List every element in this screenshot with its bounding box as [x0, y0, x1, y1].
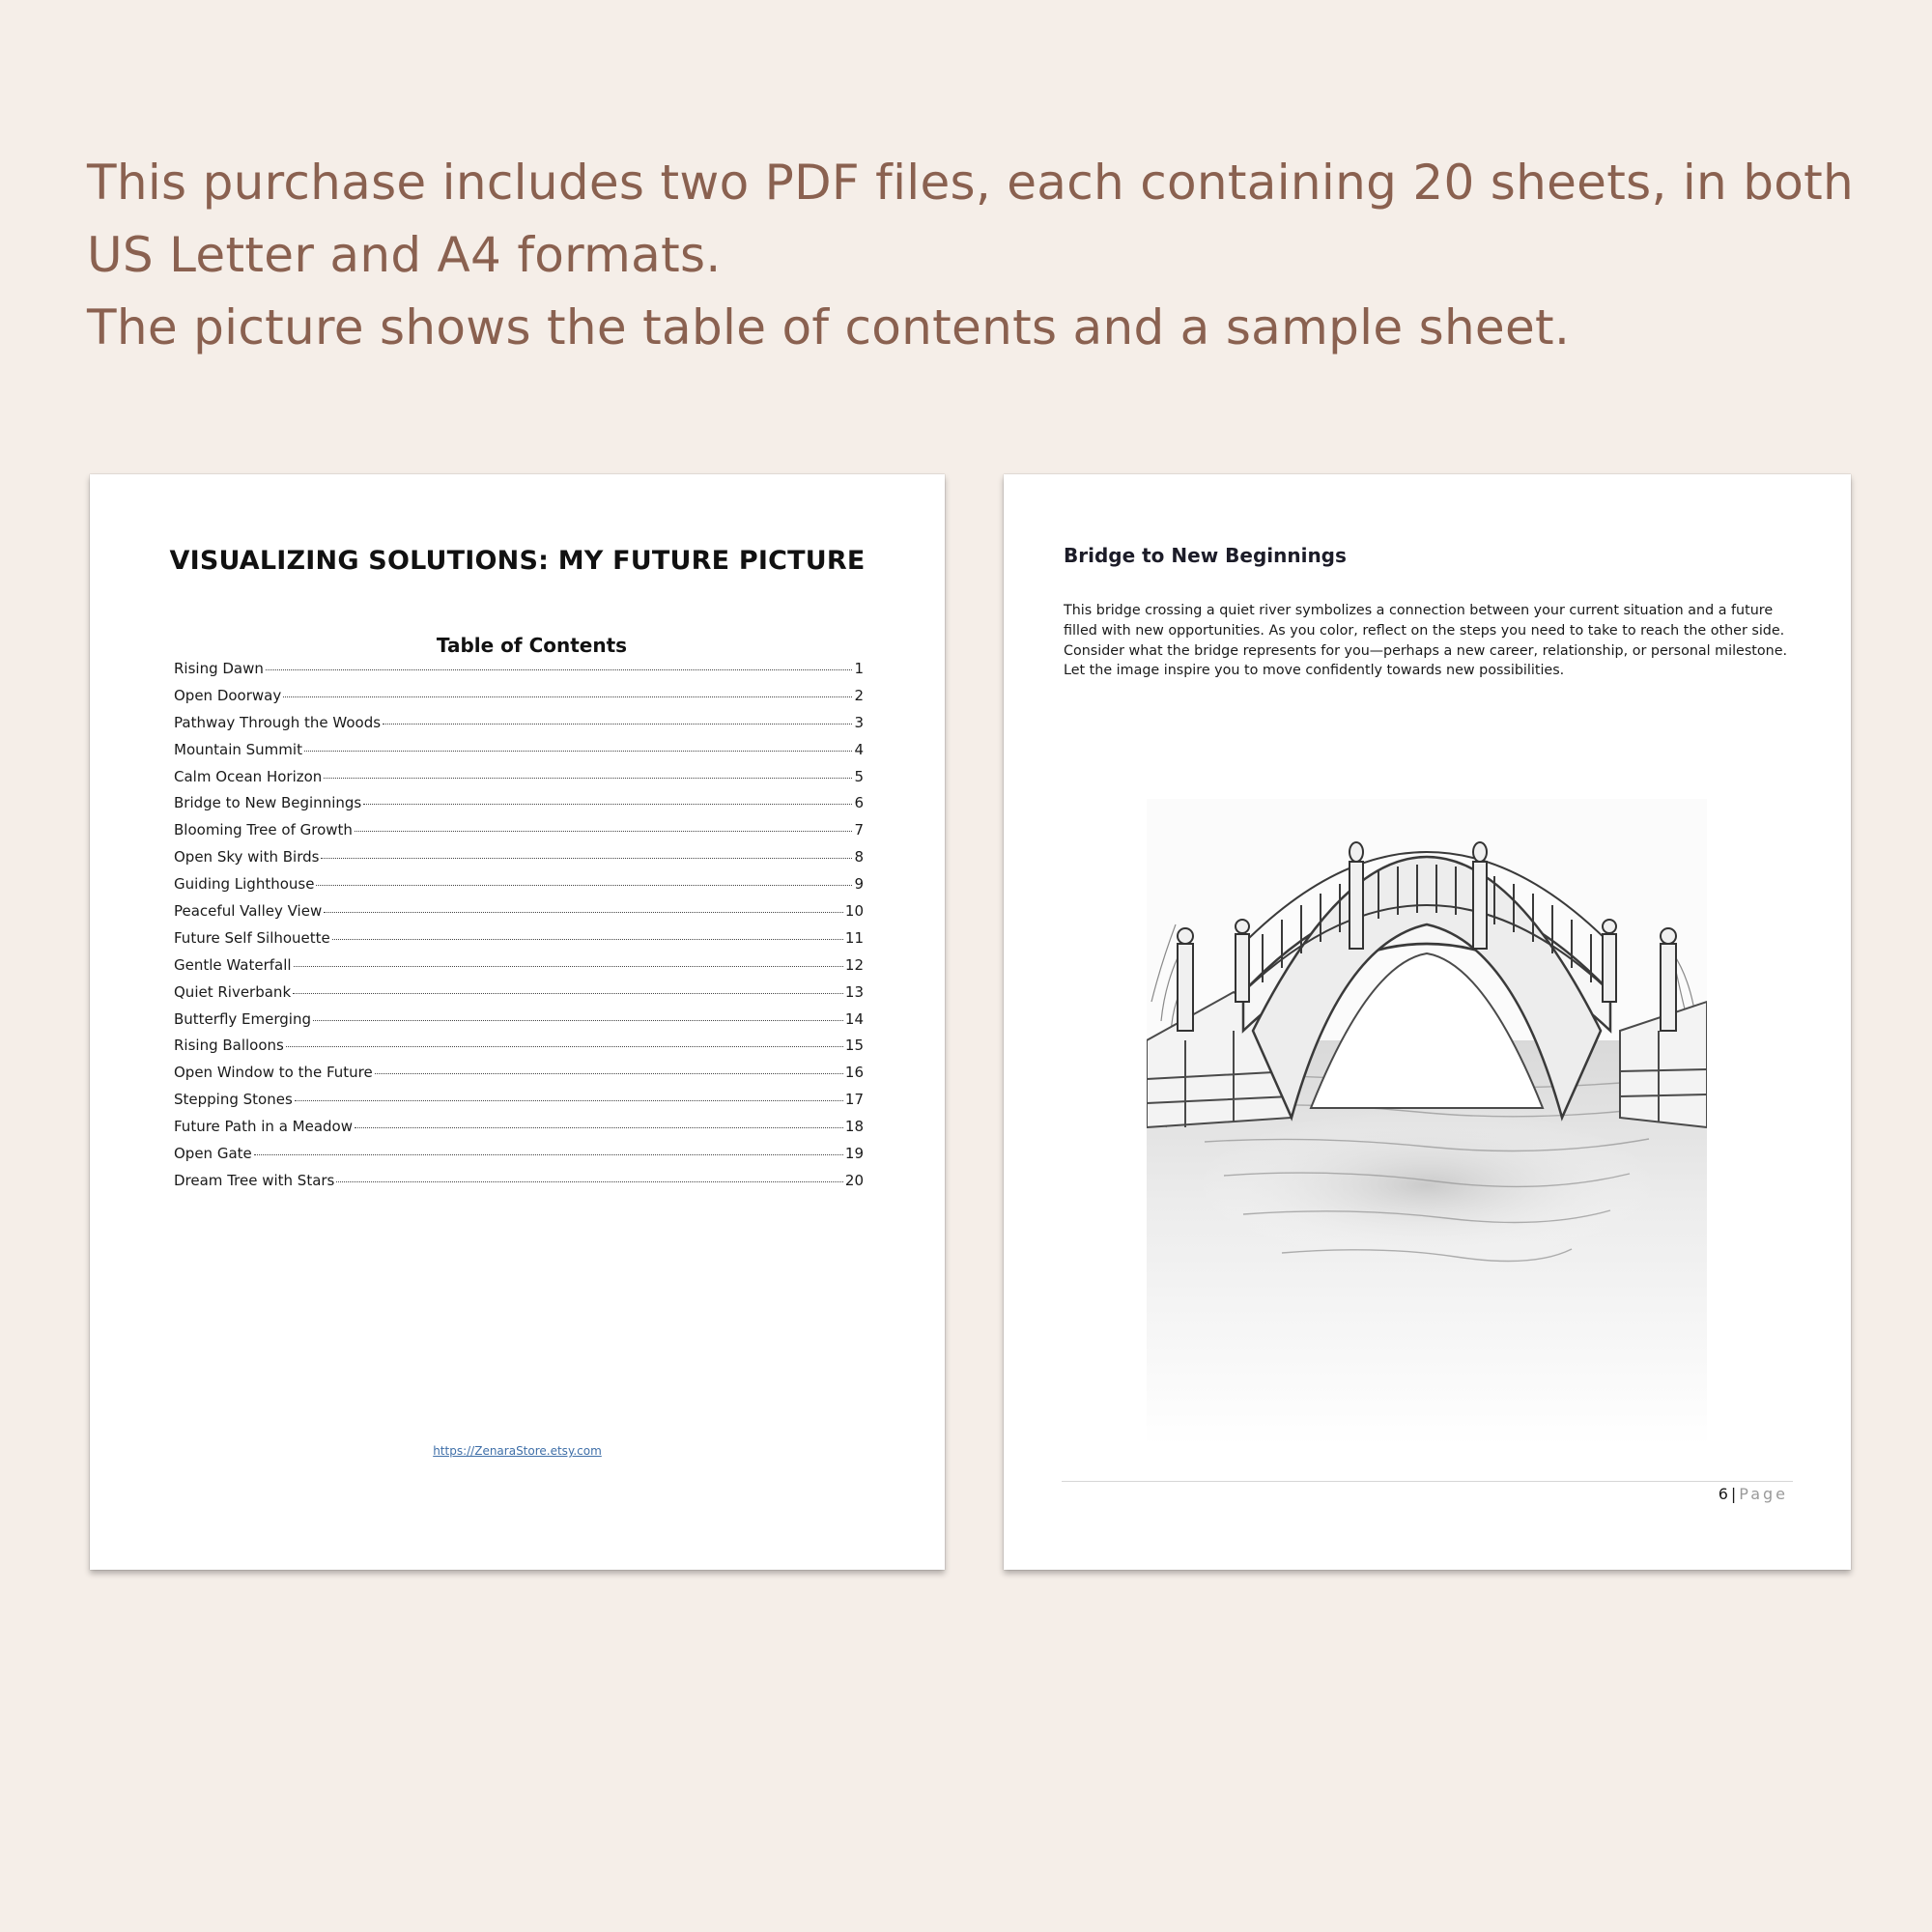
- toc-dot-leader: [316, 885, 852, 886]
- headline-line-1: This purchase includes two PDF files, each containing 20 sheets, in both: [87, 155, 1855, 211]
- toc-entry-label: Rising Dawn: [174, 660, 264, 677]
- headline: [87, 147, 1874, 364]
- toc-entry-label: Peaceful Valley View: [174, 902, 323, 921]
- toc-dot-leader: [304, 751, 853, 752]
- toc-entry-label: Butterfly Emerging: [174, 1009, 311, 1028]
- toc-entry[interactable]: [174, 848, 864, 875]
- footer-page-number: 6: [1718, 1485, 1728, 1503]
- toc-dot-leader: [294, 966, 843, 967]
- toc-entry[interactable]: [174, 1145, 864, 1172]
- toc-entry[interactable]: [174, 875, 864, 902]
- toc-entry[interactable]: [174, 794, 864, 821]
- toc-dot-leader: [286, 1046, 843, 1047]
- toc-entry-label: Future Path in a Meadow: [174, 1118, 353, 1136]
- toc-entry[interactable]: [174, 929, 864, 956]
- toc-dot-leader: [375, 1073, 843, 1074]
- bridge-sketch-icon: [1147, 712, 1707, 1446]
- toc-dot-leader: [295, 1100, 843, 1101]
- toc-entry-page: 5: [854, 767, 864, 785]
- toc-dot-leader: [324, 912, 843, 913]
- toc-entry[interactable]: [174, 741, 864, 768]
- toc-entry-page: 3: [854, 713, 864, 731]
- toc-dot-leader: [266, 669, 853, 670]
- toc-entry[interactable]: [174, 983, 864, 1010]
- toc-dot-leader: [293, 993, 843, 994]
- toc-entry-page: 19: [844, 1145, 864, 1163]
- toc-entry[interactable]: [174, 821, 864, 848]
- toc-dot-leader: [332, 939, 843, 940]
- toc-entry[interactable]: [174, 768, 864, 795]
- toc-entry[interactable]: [174, 1064, 864, 1091]
- toc-entry-page: 20: [844, 1171, 864, 1189]
- toc-dot-leader: [283, 696, 852, 697]
- toc-entry[interactable]: [174, 1172, 864, 1199]
- toc-entry-label: Rising Balloons: [174, 1037, 284, 1055]
- toc-entry-page: 7: [854, 821, 864, 839]
- toc-entry-page: 16: [844, 1064, 864, 1082]
- toc-entry-label: Open Sky with Birds: [174, 848, 320, 867]
- toc-entry[interactable]: [174, 1118, 864, 1145]
- store-link[interactable]: https://ZenaraStore.etsy.com: [433, 1444, 602, 1458]
- toc-entry-page: 1: [854, 660, 864, 677]
- footer-separator: |: [1730, 1485, 1737, 1503]
- toc-entry[interactable]: [174, 1010, 864, 1037]
- toc-dot-leader: [313, 1020, 843, 1021]
- toc-entry-label: Stepping Stones: [174, 1091, 293, 1109]
- toc-entry[interactable]: [174, 1037, 864, 1064]
- toc-entry-label: Dream Tree with Stars: [174, 1171, 335, 1189]
- toc-entry-page: 11: [844, 928, 864, 947]
- toc-entry-page: 13: [844, 982, 864, 1001]
- page-footer: [1719, 1485, 1788, 1503]
- headline-line-3: The picture shows the table of contents and a sample sheet.: [87, 299, 1571, 355]
- toc-entry-page: 14: [844, 1009, 864, 1028]
- toc-entry-label: Bridge to New Beginnings: [174, 794, 362, 812]
- sample-title: Bridge to New Beginnings: [1064, 544, 1347, 567]
- toc-dot-leader: [321, 858, 852, 859]
- footer-page-word: Page: [1739, 1485, 1788, 1503]
- toc-dot-leader: [324, 778, 852, 779]
- toc-entry-page: 10: [844, 902, 864, 921]
- toc-page: [90, 474, 945, 1570]
- toc-dot-leader: [363, 804, 852, 805]
- toc-entry[interactable]: [174, 1091, 864, 1118]
- toc-entry-label: Open Doorway: [174, 686, 282, 704]
- footer-divider: [1062, 1481, 1793, 1482]
- toc-entry-page: 6: [854, 794, 864, 812]
- toc-dot-leader: [336, 1181, 843, 1182]
- toc-entry-page: 4: [854, 740, 864, 758]
- toc-dot-leader: [355, 1127, 843, 1128]
- toc-entry-label: Mountain Summit: [174, 740, 302, 758]
- toc-list: [174, 660, 864, 1199]
- headline-line-2: US Letter and A4 formats.: [87, 227, 722, 283]
- sample-page: [1004, 474, 1851, 1570]
- toc-entry-page: 2: [854, 686, 864, 704]
- toc-entry-page: 17: [844, 1091, 864, 1109]
- toc-entry-label: Pathway Through the Woods: [174, 713, 382, 731]
- toc-page-title: VISUALIZING SOLUTIONS: MY FUTURE PICTURE: [169, 546, 866, 576]
- toc-entry-label: Quiet Riverbank: [174, 982, 292, 1001]
- toc-entry-label: Blooming Tree of Growth: [174, 821, 353, 839]
- toc-dot-leader: [254, 1154, 843, 1155]
- toc-entry-page: 18: [844, 1118, 864, 1136]
- toc-entry-page: 15: [844, 1037, 864, 1055]
- toc-entry-label: Future Self Silhouette: [174, 928, 330, 947]
- toc-entry-label: Open Window to the Future: [174, 1064, 373, 1082]
- toc-entry[interactable]: [174, 687, 864, 714]
- toc-entry-page: 9: [854, 875, 864, 894]
- toc-entry-label: Open Gate: [174, 1145, 252, 1163]
- toc-entry[interactable]: [174, 956, 864, 983]
- toc-entry[interactable]: [174, 714, 864, 741]
- sample-description: This bridge crossing a quiet river symbolizes a connection between your current situation and a future filled with new opportunities. As you color, reflect on the steps you need to take to reach the other side. Consider what the bridge represents for you—perhaps a new career, relationship, or personal milestone. Let the image inspire you to move confidently towards new possibilities.: [1064, 603, 1788, 679]
- toc-entry-page: 12: [844, 955, 864, 974]
- toc-entry-page: 8: [854, 848, 864, 867]
- toc-dot-leader: [355, 831, 853, 832]
- toc-entry[interactable]: [174, 660, 864, 687]
- toc-heading: Table of Contents: [436, 634, 628, 657]
- toc-entry[interactable]: [174, 902, 864, 929]
- toc-entry-label: Guiding Lighthouse: [174, 875, 315, 894]
- toc-entry-label: Calm Ocean Horizon: [174, 767, 323, 785]
- toc-entry-label: Gentle Waterfall: [174, 955, 292, 974]
